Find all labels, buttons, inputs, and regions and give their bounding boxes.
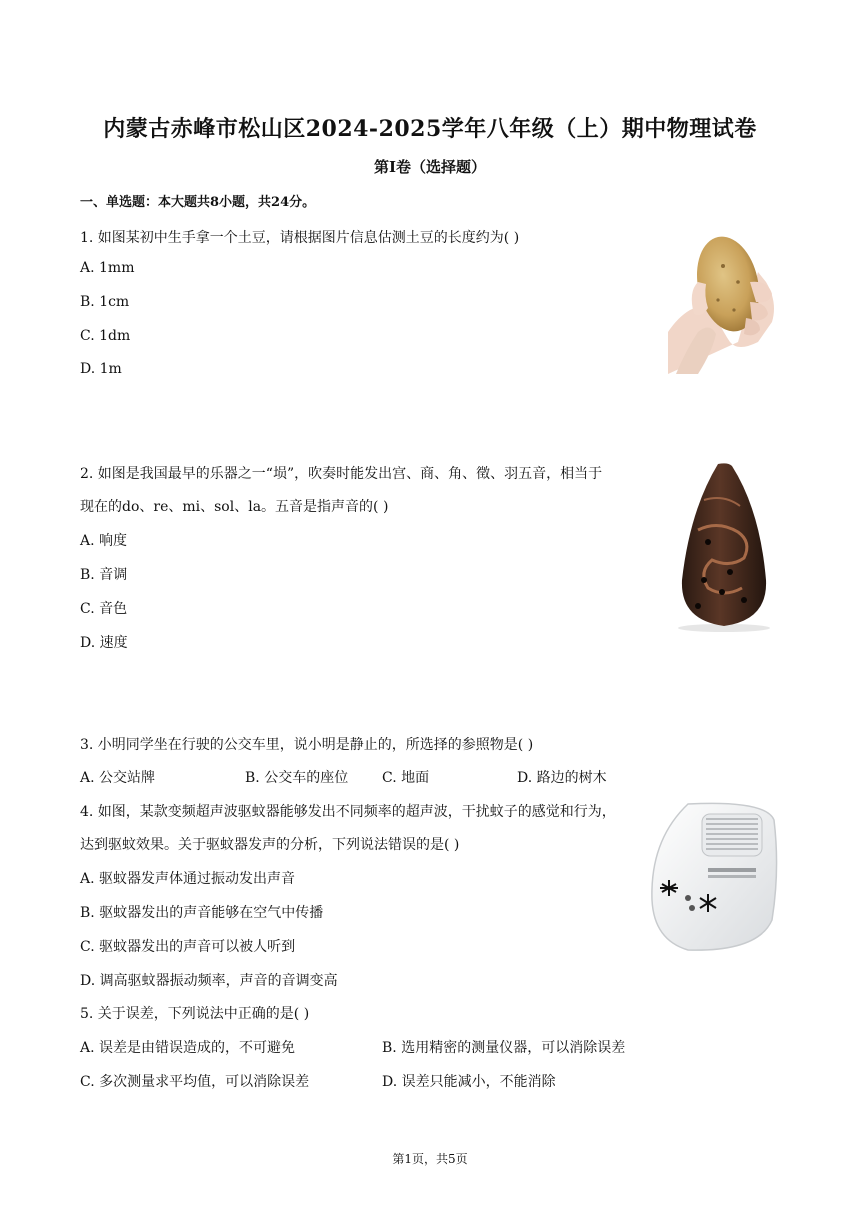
question-4-option-c: C. 驱蚊器发出的声音可以被人听到 (80, 939, 296, 955)
question-2-option-d: D. 速度 (80, 635, 128, 651)
question-3-option-d: D. 路边的树木 (517, 770, 607, 786)
question-1-option-b: B. 1cm (80, 294, 130, 310)
question-3-stem: 3. 小明同学坐在行驶的公交车里，说小明是静止的，所选择的参照物是( ) (80, 737, 534, 753)
question-3-option-a: A. 公交站牌 (80, 770, 156, 786)
question-2-option-a: A. 响度 (80, 533, 128, 549)
question-4-stem-line-1: 4. 如图，某款变频超声波驱蚊器能够发出不同频率的超声波，干扰蚊子的感觉和行为， (80, 804, 616, 820)
volume-subtitle: 第I卷（选择题） (373, 158, 487, 176)
question-5-option-b: B. 选用精密的测量仪器，可以消除误差 (382, 1040, 626, 1056)
question-1-option-d: D. 1m (80, 361, 122, 377)
question-4-option-b: B. 驱蚊器发出的声音能够在空气中传播 (80, 905, 324, 921)
question-5-option-d: D. 误差只能减小，不能消除 (382, 1074, 556, 1090)
section-heading: 一、单选题：本大题共8小题，共24分。 (80, 195, 316, 210)
question-1-stem: 1. 如图某初中生手拿一个土豆，请根据图片信息估测土豆的长度约为( ) (80, 230, 520, 246)
potato-in-hand-image (668, 222, 780, 374)
question-4-stem-line-2: 达到驱蚊效果。关于驱蚊器发声的分析，下列说法错误的是( ) (80, 837, 460, 853)
question-3-option-c: C. 地面 (382, 770, 430, 786)
question-1-option-a: A. 1mm (80, 260, 135, 276)
question-3-option-b: B. 公交车的座位 (245, 770, 349, 786)
question-5-option-a: A. 误差是由错误造成的，不可避免 (80, 1040, 296, 1056)
question-4-option-a: A. 驱蚊器发声体通过振动发出声音 (80, 871, 296, 887)
xun-instrument-image (668, 460, 780, 632)
page-footer: 第1页，共5页 (392, 1152, 468, 1166)
question-5-stem: 5. 关于误差，下列说法中正确的是( ) (80, 1006, 310, 1022)
question-4-option-d: D. 调高驱蚊器振动频率，声音的音调变高 (80, 973, 338, 989)
question-2-stem-line-1: 2. 如图是我国最早的乐器之一“埙”，吹奏时能发出宫、商、角、徵、羽五音，相当于 (80, 466, 603, 482)
question-1-option-c: C. 1dm (80, 328, 131, 344)
question-2-stem-line-2: 现在的do、re、mi、sol、la。五音是指声音的( ) (80, 499, 389, 515)
mosquito-repeller-image (648, 800, 780, 954)
page-title: 内蒙古赤峰市松山区2024-2025学年八年级（上）期中物理试卷 (103, 116, 757, 142)
question-2-option-c: C. 音色 (80, 601, 128, 617)
question-5-option-c: C. 多次测量求平均值，可以消除误差 (80, 1074, 310, 1090)
question-2-option-b: B. 音调 (80, 567, 128, 583)
